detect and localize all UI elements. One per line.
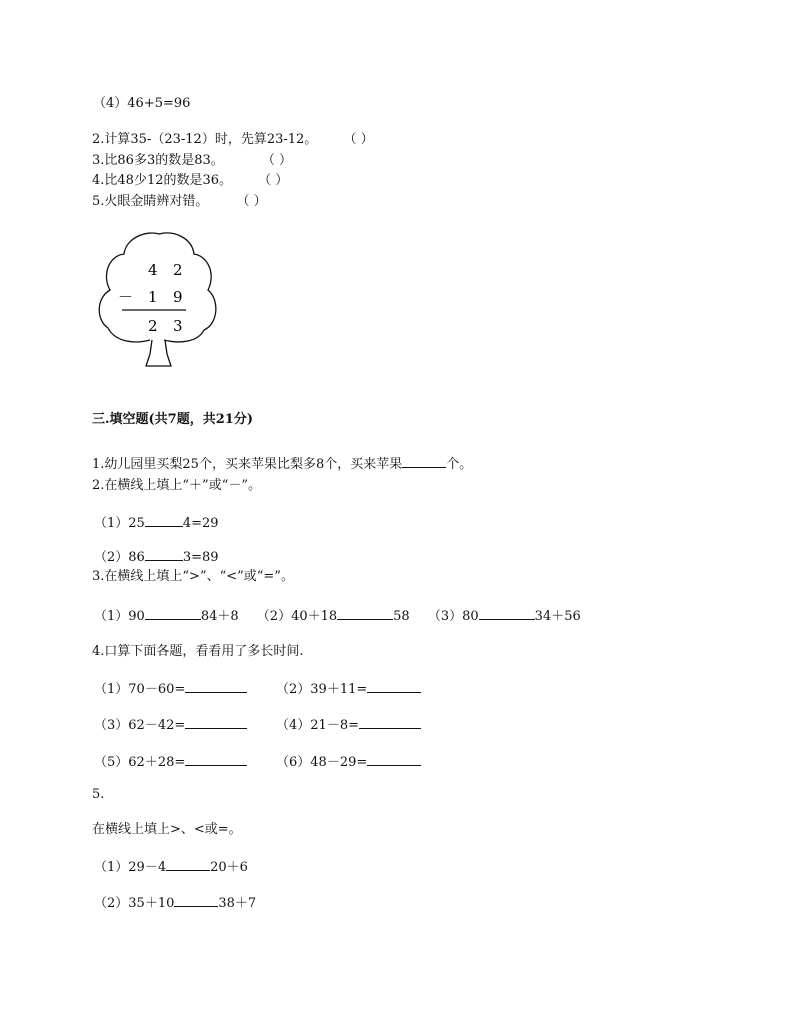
calc-top-digit-2: 2 — [173, 261, 183, 279]
mental-calc-6-blank[interactable] — [367, 753, 421, 766]
fill-question-3-item-2-blank[interactable] — [337, 607, 393, 620]
fill-question-1-suffix: 个。 — [446, 457, 473, 472]
fill-question-4: 4.口算下面各题，看看用了多长时间. — [92, 644, 304, 659]
fill-question-3-item-2-right: 58 — [393, 609, 410, 624]
mental-calc-5-expr: （5）62＋28= — [94, 755, 186, 770]
compare-item-1-blank[interactable] — [166, 858, 210, 871]
mental-calc-1-expr: （1）70－60= — [94, 682, 186, 697]
judge-question-2-answer-paren[interactable]: （ ） — [343, 132, 374, 147]
judge-question-4 — [92, 173, 288, 189]
fill-question-3-item-3 — [428, 607, 581, 625]
calc-result-digit-2: 3 — [173, 317, 183, 335]
judge-question-5 — [92, 194, 267, 210]
judge-question-2 — [92, 132, 374, 148]
fill-question-2-item-1 — [94, 514, 219, 532]
mental-calc-6-expr: （6）48－29= — [276, 755, 368, 770]
fill-question-3: 3.在横线上填上“>”、“<”或“=”。 — [92, 569, 294, 584]
fill-question-1-blank[interactable] — [402, 455, 446, 468]
compare-item-2-left: （2）35＋10 — [94, 896, 175, 911]
fill-question-2-item-1-right: 4=29 — [182, 516, 219, 531]
judge-question-5-text: 5.火眼金睛辨对错。 — [92, 194, 209, 209]
mental-calc-3-expr: （3）62－42= — [94, 718, 186, 733]
judge-question-3 — [92, 153, 292, 169]
fill-question-3-item-1-left: （1）90 — [94, 609, 145, 624]
fill-question-2-item-1-left: （1）25 — [94, 516, 145, 531]
fill-question-2-item-1-blank[interactable] — [145, 514, 183, 527]
tree-crown-outline — [99, 233, 216, 342]
fill-question-2-item-2-right: 3=89 — [182, 550, 219, 565]
compare-item-1 — [94, 858, 248, 876]
fill-question-3-item-3-blank[interactable] — [479, 607, 535, 620]
compare-item-2 — [94, 894, 256, 912]
mental-calc-5 — [94, 753, 247, 771]
calc-mid-digit-2: 9 — [173, 288, 183, 306]
fill-question-3-item-3-right: 34＋56 — [534, 609, 581, 624]
fill-question-2-item-2 — [94, 548, 219, 566]
judge-question-3-text: 3.比86多3的数是83。 — [92, 153, 224, 168]
fill-question-1 — [92, 455, 472, 473]
fill-question-3-item-2 — [257, 607, 410, 625]
judge-question-4-answer-paren[interactable]: （ ） — [258, 173, 289, 188]
mental-calc-3-blank[interactable] — [185, 716, 247, 729]
compare-item-1-left: （1）29－4 — [94, 860, 167, 875]
mental-calc-1 — [94, 680, 247, 698]
fill-question-5-desc: 在横线上填上>、<或=。 — [92, 822, 242, 837]
section-3-title: 三.填空题(共7题，共21分) — [92, 412, 253, 427]
compare-item-2-right: 38＋7 — [218, 896, 257, 911]
judge-question-5-answer-paren[interactable]: （ ） — [236, 194, 267, 209]
fill-question-3-items — [94, 607, 581, 625]
fill-question-3-item-3-left: （3）80 — [427, 609, 479, 624]
compare-item-2-blank[interactable] — [174, 894, 218, 907]
mental-calc-1-blank[interactable] — [185, 680, 247, 693]
calc-mid-digit-1: 1 — [148, 288, 158, 306]
calc-result-digit-1: 2 — [148, 317, 158, 335]
fill-question-3-item-2-left: （2）40＋18 — [256, 609, 338, 624]
calc-top-digit-1: 4 — [148, 261, 158, 279]
compare-item-1-right: 20＋6 — [210, 860, 248, 875]
judge-question-3-answer-paren[interactable]: （ ） — [261, 153, 293, 168]
mental-calc-2 — [276, 680, 421, 698]
mental-calc-4 — [276, 716, 421, 734]
mental-calc-5-blank[interactable] — [185, 753, 247, 766]
fill-question-2: 2.在横线上填上“＋”或“－”。 — [92, 478, 261, 493]
calc-operator: － — [118, 288, 134, 306]
fill-question-3-item-1-right: 84＋8 — [200, 609, 239, 624]
mental-calc-2-expr: （2）39＋11= — [276, 682, 368, 697]
judge-question-2-text: 2.计算35-（23-12）时，先算23-12。 — [92, 132, 318, 147]
mental-calc-3 — [94, 716, 247, 734]
fill-question-3-item-1-blank[interactable] — [145, 607, 201, 620]
mental-calc-4-expr: （4）21－8= — [276, 718, 359, 733]
fill-question-1-text: 1.幼儿园里买梨25个，买来苹果比梨多8个，买来苹果 — [92, 457, 403, 472]
mental-calc-2-blank[interactable] — [367, 680, 421, 693]
judge-question-4-text: 4.比48少12的数是36。 — [92, 173, 233, 188]
mental-calc-6 — [276, 753, 421, 771]
mental-calc-4-blank[interactable] — [359, 716, 421, 729]
judge-item-4: （4）46+5=96 — [93, 96, 191, 111]
fill-question-2-item-2-left: （2）86 — [94, 550, 145, 565]
fill-question-5: 5. — [92, 787, 105, 802]
fill-question-2-item-2-blank[interactable] — [145, 548, 183, 561]
tree-trunk — [146, 340, 171, 366]
tree-subtraction-figure — [96, 228, 221, 373]
fill-question-3-item-1 — [94, 607, 239, 625]
